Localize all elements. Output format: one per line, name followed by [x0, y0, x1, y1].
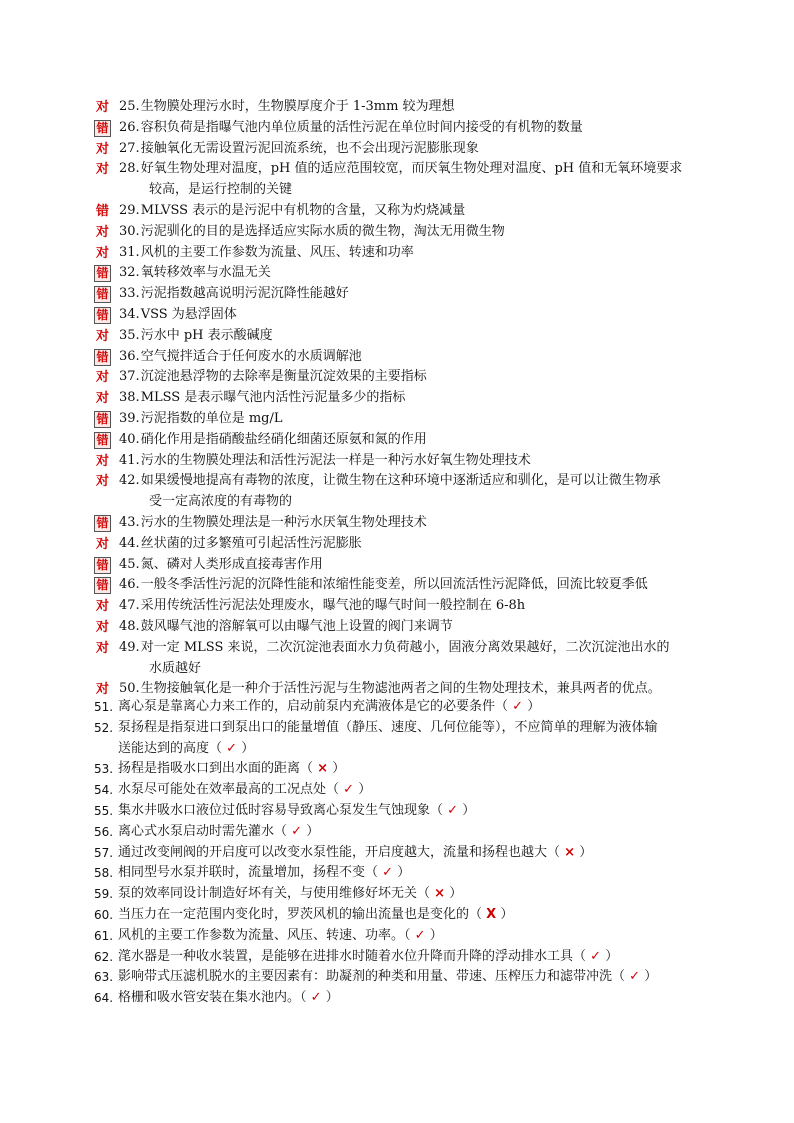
closing-paren: ）: [579, 844, 593, 860]
question-number: 53.: [94, 762, 114, 777]
question-number: 28.: [119, 161, 140, 177]
question-text: 污泥指数的单位是 mg/L: [140, 410, 283, 426]
check-mark-icon: ✓: [512, 699, 524, 714]
question-text: 相同型号水泵并联时，流量增加，扬程不变（: [118, 865, 379, 881]
question-item: [94, 222, 724, 243]
question-text-continuation: 送能达到的高度（: [118, 740, 223, 756]
question-number: 55.: [94, 803, 114, 818]
wrong-badge: 错: [94, 349, 111, 366]
question-number: 52.: [94, 720, 114, 735]
question-item: [94, 367, 724, 388]
question-item: [94, 430, 724, 451]
question-item: [94, 513, 724, 534]
question-text: 采用传统活性污泥法处理废水，曝气池的曝气时间一般控制在 6-8h: [140, 598, 526, 614]
question-item: [94, 451, 724, 472]
question-text: 影响带式压滤机脱水的主要因素有：助凝剂的种类和用量、带速、压榨压力和滤带冲洗（: [118, 969, 626, 985]
correct-badge: 对: [95, 328, 109, 344]
wrong-badge: 错: [94, 557, 111, 574]
correct-badge: 对: [95, 682, 109, 698]
check-mark-icon: ✓: [447, 802, 459, 818]
question-number: 29.: [119, 202, 140, 218]
question-text: 氮、磷对人类形成直接毒害作用: [140, 556, 323, 572]
question-item: [94, 326, 724, 347]
question-text: 泵的效率同设计制造好坏有关，与使用维修好坏无关（: [118, 886, 431, 902]
question-item: [94, 596, 724, 617]
question-item: [94, 263, 724, 284]
question-text-continuation: 较高，是运行控制的关键: [149, 182, 293, 198]
question-text: 污水中 pH 表示酸碱度: [140, 327, 273, 343]
check-mark-icon: ✓: [226, 740, 238, 756]
question-item: [94, 305, 724, 326]
question-text: 沉淀池悬浮物的去除率是衡量沉淀效果的主要指标: [140, 369, 427, 385]
question-number: 64.: [94, 991, 114, 1006]
question-text: 丝状菌的过多繁殖可引起活性污泥膨胀: [140, 535, 362, 551]
closing-paren: ）: [325, 990, 339, 1006]
question-item: [94, 780, 724, 801]
cross-mark-icon: X: [486, 906, 497, 922]
closing-paren: ）: [462, 802, 476, 818]
question-item: [94, 843, 724, 864]
closing-paren: ）: [358, 782, 372, 798]
question-text: 污泥驯化的目的是选择适应实际水质的微生物，淘汰无用微生物: [140, 223, 505, 239]
correct-badge: 对: [95, 141, 109, 157]
question-number: 45.: [119, 556, 140, 572]
question-text: 扬程是指吸水口到出水面的距离（: [118, 761, 314, 777]
correct-badge: 对: [95, 224, 109, 240]
question-text: 接触氧化无需设置污泥回流系统，也不会出现污泥膨胀现象: [140, 140, 479, 156]
question-text: 对一定 MLSS 来说，二次沉淀池表面水力负荷越小，固液分离效果越好，二次沉淀池出水的: [140, 639, 670, 655]
question-item: [94, 409, 724, 430]
correct-badge: 对: [95, 640, 109, 656]
question-number: 62.: [94, 949, 114, 964]
question-text: 容积负荷是指曝气池内单位质量的活性污泥在单位时间内接受的有机物的数量: [140, 119, 583, 135]
check-mark-icon: ✓: [629, 969, 641, 985]
question-text: 格栅和吸水管安装在集水池内。（: [118, 990, 307, 1006]
question-item: [94, 159, 724, 201]
question-number: 38.: [119, 390, 140, 406]
question-item: [94, 97, 724, 118]
question-number: 25.: [119, 99, 140, 114]
question-item: [94, 905, 724, 926]
question-text: 滗水器是一种收水装置，是能够在进排水时随着水位升降而升降的浮动排水工具（: [118, 948, 587, 964]
question-text: 污水的生物膜处理法和活性污泥法一样是一种污水好氧生物处理技术: [140, 452, 531, 468]
correct-badge: 对: [95, 453, 109, 469]
question-number: 59.: [94, 887, 114, 902]
question-item: [94, 201, 724, 222]
judgement-list-marked: [94, 97, 724, 700]
correct-badge: 对: [95, 100, 109, 115]
wrong-badge: 错: [94, 120, 111, 137]
correct-badge: 对: [95, 619, 109, 635]
question-text: 如果缓慢地提高有毒物的浓度，让微生物在这种环境中逐渐适应和驯化，是可以让微生物承: [140, 473, 661, 489]
question-item: [94, 555, 724, 576]
question-text-continuation: 水质越好: [149, 660, 202, 676]
question-item: [94, 801, 724, 822]
question-text: 鼓风曝气池的溶解氧可以由曝气池上设置的阀门来调节: [140, 618, 453, 634]
correct-badge: 对: [95, 391, 109, 407]
question-item: [94, 388, 724, 409]
check-mark-icon: ✓: [382, 865, 394, 881]
question-number: 47.: [119, 598, 140, 614]
closing-paren: ）: [527, 699, 541, 714]
question-number: 44.: [119, 535, 140, 551]
check-mark-icon: ✓: [343, 782, 355, 798]
closing-paren: ）: [500, 906, 514, 922]
wrong-badge: 错: [94, 307, 111, 324]
question-text: 生物接触氧化是一种介于活性污泥与生物滤池两者之间的生物处理技术，兼具两者的优点。: [140, 681, 661, 697]
question-item: [94, 988, 724, 1009]
question-text: VSS 为悬浮固体: [140, 306, 237, 322]
question-number: 60.: [94, 907, 114, 922]
question-text: 离心式水泵启动时需先灌水（: [118, 823, 288, 839]
question-number: 46.: [119, 577, 140, 593]
wrong-badge: 错: [94, 577, 111, 594]
question-text: 空气搅拌适合于任何废水的水质调解池: [140, 348, 362, 364]
question-number: 41.: [119, 452, 140, 468]
question-number: 27.: [119, 140, 140, 156]
wrong-badge: 错: [94, 411, 111, 428]
correct-badge: 对: [95, 474, 109, 490]
question-text: MLVSS 表示的是污泥中有机物的含量，又称为灼烧减量: [140, 202, 466, 218]
question-text: 风机的主要工作参数为流量、风压、转速和功率: [140, 244, 414, 260]
question-number: 57.: [94, 845, 114, 860]
closing-paren: ）: [332, 761, 346, 777]
check-mark-icon: ✓: [590, 948, 602, 964]
cross-mark-icon: ×: [434, 886, 446, 902]
question-number: 37.: [119, 369, 140, 385]
question-text: 风机的主要工作参数为流量、风压、转速、功率。（: [118, 927, 411, 943]
question-item: [94, 697, 724, 718]
question-number: 51.: [94, 700, 114, 714]
question-number: 49.: [119, 639, 140, 655]
closing-paren: ）: [449, 886, 463, 902]
question-number: 32.: [119, 265, 140, 281]
question-item: [94, 347, 724, 368]
question-number: 42.: [119, 473, 140, 489]
question-item: [94, 718, 724, 760]
question-number: 30.: [119, 223, 140, 239]
question-text: 好氧生物处理对温度，pH 值的适应范围较宽，而厌氧生物处理对温度、pH 值和无氧环境要求: [140, 161, 683, 177]
question-text: 集水井吸水口液位过低时容易导致离心泵发生气蚀现象（: [118, 802, 444, 818]
question-item: [94, 884, 724, 905]
judgement-list-answered: [94, 697, 724, 1009]
correct-badge: 对: [95, 162, 109, 178]
question-text: 污水的生物膜处理法是一种污水厌氧生物处理技术: [140, 514, 427, 530]
question-text: 泵扬程是指泵进口到泵出口的能量增值（静压、速度、几何位能等），不应简单的理解为液体输: [118, 719, 658, 735]
question-number: 40.: [119, 431, 140, 447]
closing-paren: ）: [397, 865, 411, 881]
question-text: 离心泵是靠离心力来工作的，启动前泵内充满液体是它的必要条件（: [118, 699, 509, 714]
question-item: [94, 617, 724, 638]
question-number: 33.: [119, 286, 140, 302]
question-text: 硝化作用是指硝酸盐经硝化细菌还原氨和氮的作用: [140, 431, 427, 447]
check-mark-icon: ✓: [291, 823, 303, 839]
question-item: [94, 534, 724, 555]
wrong-badge: 错: [94, 286, 111, 303]
question-item: [94, 822, 724, 843]
question-number: 34.: [119, 306, 140, 322]
question-number: 54.: [94, 783, 114, 798]
correct-badge: 对: [95, 370, 109, 386]
question-item: [94, 118, 724, 139]
question-item: [94, 139, 724, 160]
wrong-badge: 错: [94, 265, 111, 282]
question-item: [94, 575, 724, 596]
check-mark-icon: ✓: [414, 927, 426, 943]
question-text: 一般冬季活性污泥的沉降性能和浓缩性能变差，所以回流活性污泥降低，回流比较夏季低: [140, 577, 648, 593]
question-item: [94, 243, 724, 264]
question-number: 36.: [119, 348, 140, 364]
question-number: 48.: [119, 618, 140, 634]
closing-paren: ）: [605, 948, 619, 964]
check-mark-icon: ✓: [310, 990, 322, 1006]
question-item: [94, 967, 724, 988]
wrong-badge: 错: [95, 203, 109, 219]
correct-badge: 对: [95, 599, 109, 615]
question-text: 污泥指数越高说明污泥沉降性能越好: [140, 286, 349, 302]
question-number: 31.: [119, 244, 140, 260]
question-number: 63.: [94, 970, 114, 985]
closing-paren: ）: [241, 740, 255, 756]
question-number: 50.: [119, 681, 140, 697]
question-text: MLSS 是表示曝气池内活性污泥量多少的指标: [140, 390, 406, 406]
cross-mark-icon: ×: [317, 761, 329, 777]
question-item: [94, 863, 724, 884]
closing-paren: ）: [306, 823, 320, 839]
closing-paren: ）: [429, 927, 443, 943]
question-item: [94, 759, 724, 780]
question-number: 26.: [119, 119, 140, 135]
correct-badge: 对: [95, 245, 109, 261]
cross-mark-icon: ×: [564, 844, 576, 860]
question-number: 56.: [94, 824, 114, 839]
question-item: [94, 284, 724, 305]
question-text: 水泵尽可能处在效率最高的工况点处（: [118, 782, 340, 798]
question-number: 58.: [94, 866, 114, 881]
question-text-continuation: 受一定高浓度的有毒物的: [149, 494, 293, 510]
question-text: 通过改变闸阀的开启度可以改变水泵性能，开启度越大，流量和扬程也越大（: [118, 844, 561, 860]
question-text: 生物膜处理污水时，生物膜厚度介于 1-3mm 较为理想: [140, 99, 455, 114]
wrong-badge: 错: [94, 515, 111, 532]
question-number: 39.: [119, 410, 140, 426]
wrong-badge: 错: [94, 432, 111, 449]
question-number: 43.: [119, 514, 140, 530]
correct-badge: 对: [95, 536, 109, 552]
question-item: [94, 471, 724, 513]
question-item: [94, 638, 724, 680]
question-number: 35.: [119, 327, 140, 343]
question-item: [94, 926, 724, 947]
question-item: [94, 947, 724, 968]
closing-paren: ）: [644, 969, 658, 985]
question-text: 氧转移效率与水温无关: [140, 265, 271, 281]
question-number: 61.: [94, 928, 114, 943]
question-text: 当压力在一定范围内变化时，罗茨风机的输出流量也是变化的（: [118, 906, 483, 922]
